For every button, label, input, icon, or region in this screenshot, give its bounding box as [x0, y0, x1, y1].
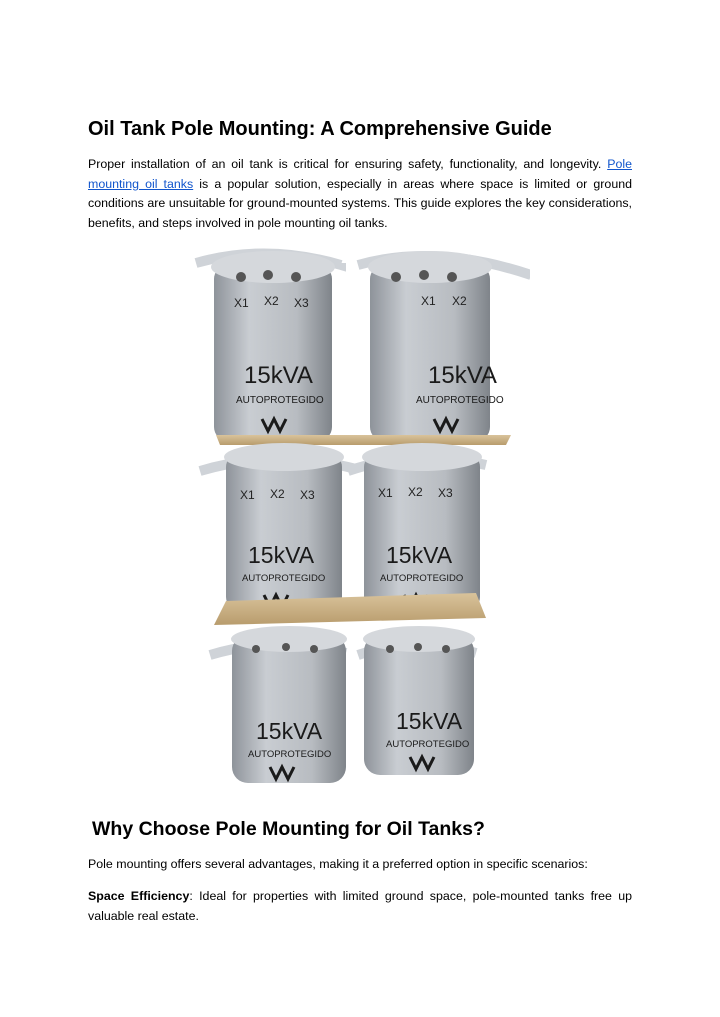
terminal-label-x2: X2: [264, 294, 279, 308]
intro-paragraph: [88, 155, 632, 233]
terminal-label-x2: X2: [408, 485, 423, 499]
tank-bottom-right: [358, 626, 476, 775]
tank-rating: 15kVA: [396, 708, 463, 734]
tank-rating: 15kVA: [386, 542, 453, 568]
tank-subtitle: AUTOPROTEGIDO: [248, 749, 332, 760]
tank-middle-right: [348, 443, 486, 611]
tank-subtitle: AUTOPROTEGIDO: [242, 573, 326, 584]
section-intro: Pole mounting offers several advantages, making it a preferred option in specific scenarios:: [88, 857, 588, 871]
pole-mounting-link[interactable]: Pole mounting oil tanks: [88, 157, 632, 191]
terminal-label-x1: X1: [378, 486, 393, 500]
tank-top-left: [196, 251, 341, 441]
tank-subtitle: AUTOPROTEGIDO: [416, 395, 504, 406]
wooden-shelf: [216, 435, 511, 445]
tank-middle-left: [200, 443, 356, 611]
tank-subtitle: AUTOPROTEGIDO: [386, 739, 470, 750]
transformer-tanks-photo: [186, 243, 530, 788]
tank-top-right: [358, 251, 530, 441]
section-heading: Why Choose Pole Mounting for Oil Tanks?: [92, 818, 485, 840]
tank-subtitle: AUTOPROTEGIDO: [236, 395, 324, 406]
intro-text-2: is a popular solution, especially in areas where space is limited or ground conditions are unsuitable for ground-mounted systems. This guide explores the key considerations, benefits, and steps involved in pole mounting oil tanks.: [88, 176, 632, 230]
benefit-item-space-efficiency: [88, 887, 632, 926]
benefit-term: Space Efficiency: [88, 889, 190, 903]
terminal-label-x3: X3: [294, 296, 309, 310]
terminal-label-x1: X1: [421, 294, 436, 308]
tank-subtitle: AUTOPROTEGIDO: [380, 573, 464, 584]
tank-rating: 15kVA: [248, 542, 315, 568]
terminal-label-x3: X3: [300, 488, 315, 502]
terminal-label-x2: X2: [452, 294, 467, 308]
tank-rating: 15kVA: [256, 718, 323, 744]
tank-rating: 15kVA: [244, 362, 313, 389]
tank-bottom-left: [210, 626, 347, 783]
terminal-label-x2: X2: [270, 487, 285, 501]
benefit-description: : Ideal for properties with limited ground space, pole-mounted tanks free up valuable real estate.: [88, 889, 633, 923]
terminal-label-x1: X1: [234, 296, 249, 310]
terminal-label-x1: X1: [240, 488, 255, 502]
terminal-label-x3: X3: [438, 486, 453, 500]
page-title: Oil Tank Pole Mounting: A Comprehensive Guide: [88, 118, 552, 140]
tank-rating: 15kVA: [428, 362, 497, 389]
intro-text-1: Proper installation of an oil tank is critical for ensuring safety, functionality, and longevity.: [88, 157, 602, 171]
